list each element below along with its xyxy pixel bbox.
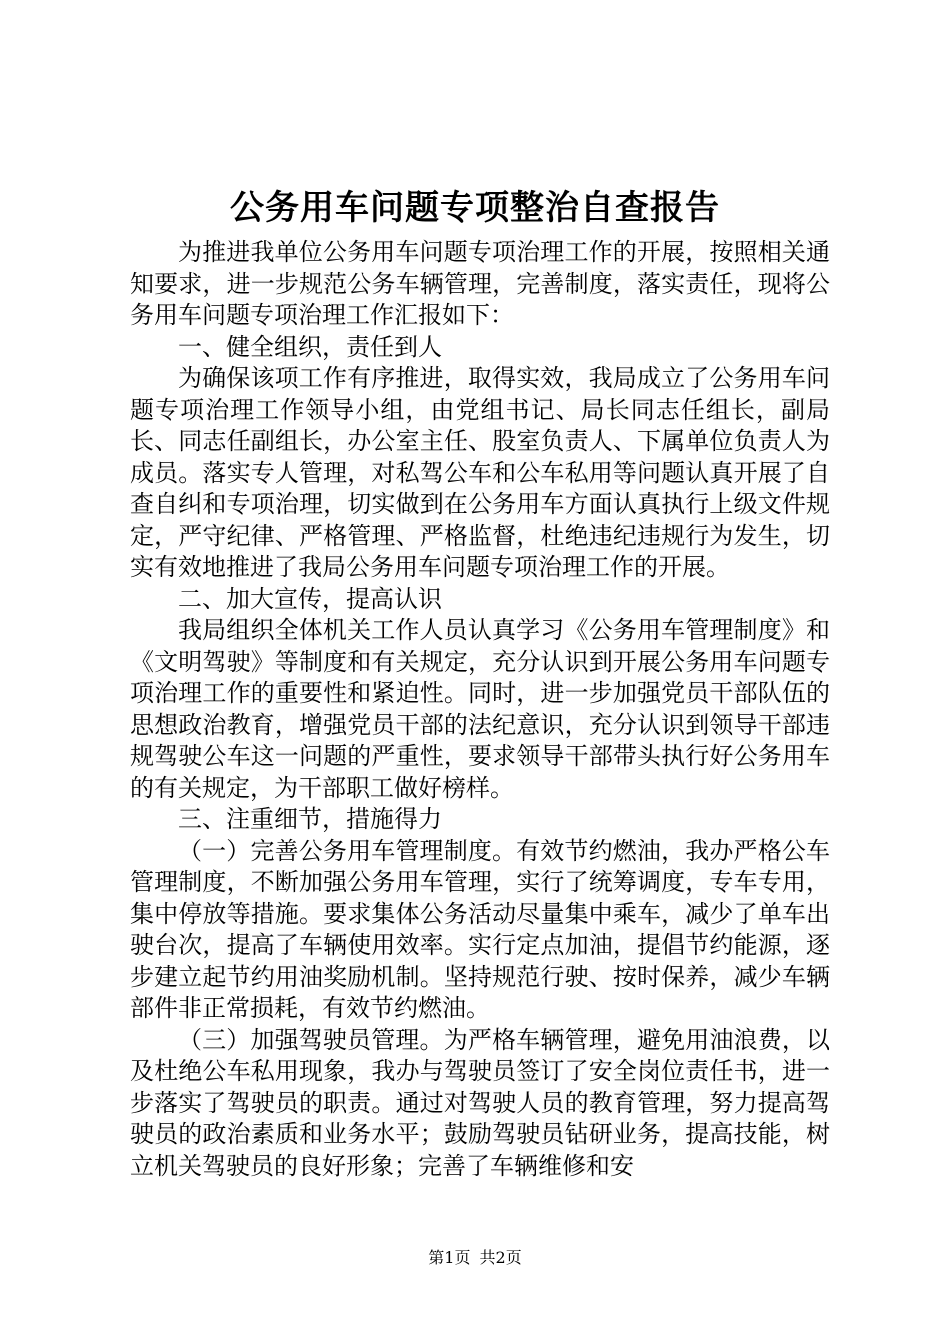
page-footer — [0, 1246, 950, 1270]
page-total: 共2页 — [479, 1248, 522, 1267]
paragraph-section-2: 我局组织全体机关工作人员认真学习《公务用车管理制度》和《文明驾驶》等制度和有关规定，充分认识到开展公务用车问题专项治理工作的重要性和紧迫性。同时，进一步加强党员干部队伍的思想政治教育，增强党员干部的法纪意识，充分认识到领导干部违规驾驶公车这一问题的严重性，要求领导干部带头执行好公务用车的有关规定，为干部职工做好榜样。 — [130, 616, 830, 802]
document-title: 公务用车问题专项整治自查报告 — [230, 188, 720, 228]
paragraph-intro: 为推进我单位公务用车问题专项治理工作的开展，按照相关通知要求，进一步规范公务车辆管理，完善制度，落实责任，现将公务用车问题专项治理工作汇报如下： — [130, 238, 830, 329]
page-number: 第1页 — [428, 1248, 471, 1267]
section-heading-3: 三、注重细节，措施得力 — [178, 805, 442, 833]
section-heading-1: 一、健全组织，责任到人 — [178, 332, 442, 361]
paragraph-section-3-item-1: （一）完善公务用车管理制度。有效节约燃油，我办严格公车管理制度，不断加强公务用车管理，实行了统筹调度，专车专用，集中停放等措施。要求集体公务活动尽量集中乘车，减少了单车出驶台次，提高了车辆使用效率。实行定点加油，提倡节约能源，逐步建立起节约用油奖励机制。坚持规范行驶、按时保养，减少车辆部件非正常损耗，有效节约燃油。 — [130, 836, 830, 1022]
paragraph-section-1: 为确保该项工作有序推进，取得实效，我局成立了公务用车问题专项治理工作领导小组，由党组书记、局长同志任组长，副局长、同志任副组长，办公室主任、股室负责人、下属单位负责人为成员。落实专人管理，对私驾公车和公车私用等问题认真开展了自查自纠和专项治理，切实做到在公务用车方面认真执行上级文件规定，严守纪律、严格管理、严格监督，杜绝违纪违规行为发生，切实有效地推进了我局公务用车问题专项治理工作的开展。 — [130, 364, 830, 581]
paragraph-section-3-item-3: （三）加强驾驶员管理。为严格车辆管理，避免用油浪费，以及杜绝公车私用现象，我办与驾驶员签订了安全岗位责任书，进一步落实了驾驶员的职责。通过对驾驶人员的教育管理，努力提高驾驶员的政治素质和业务水平；鼓励驾驶员钻研业务，提高技能，树立机关驾驶员的良好形象；完善了车辆维修和安 — [130, 1025, 830, 1180]
section-heading-2: 二、加大宣传，提高认识 — [178, 584, 442, 613]
document-body — [130, 237, 830, 1182]
